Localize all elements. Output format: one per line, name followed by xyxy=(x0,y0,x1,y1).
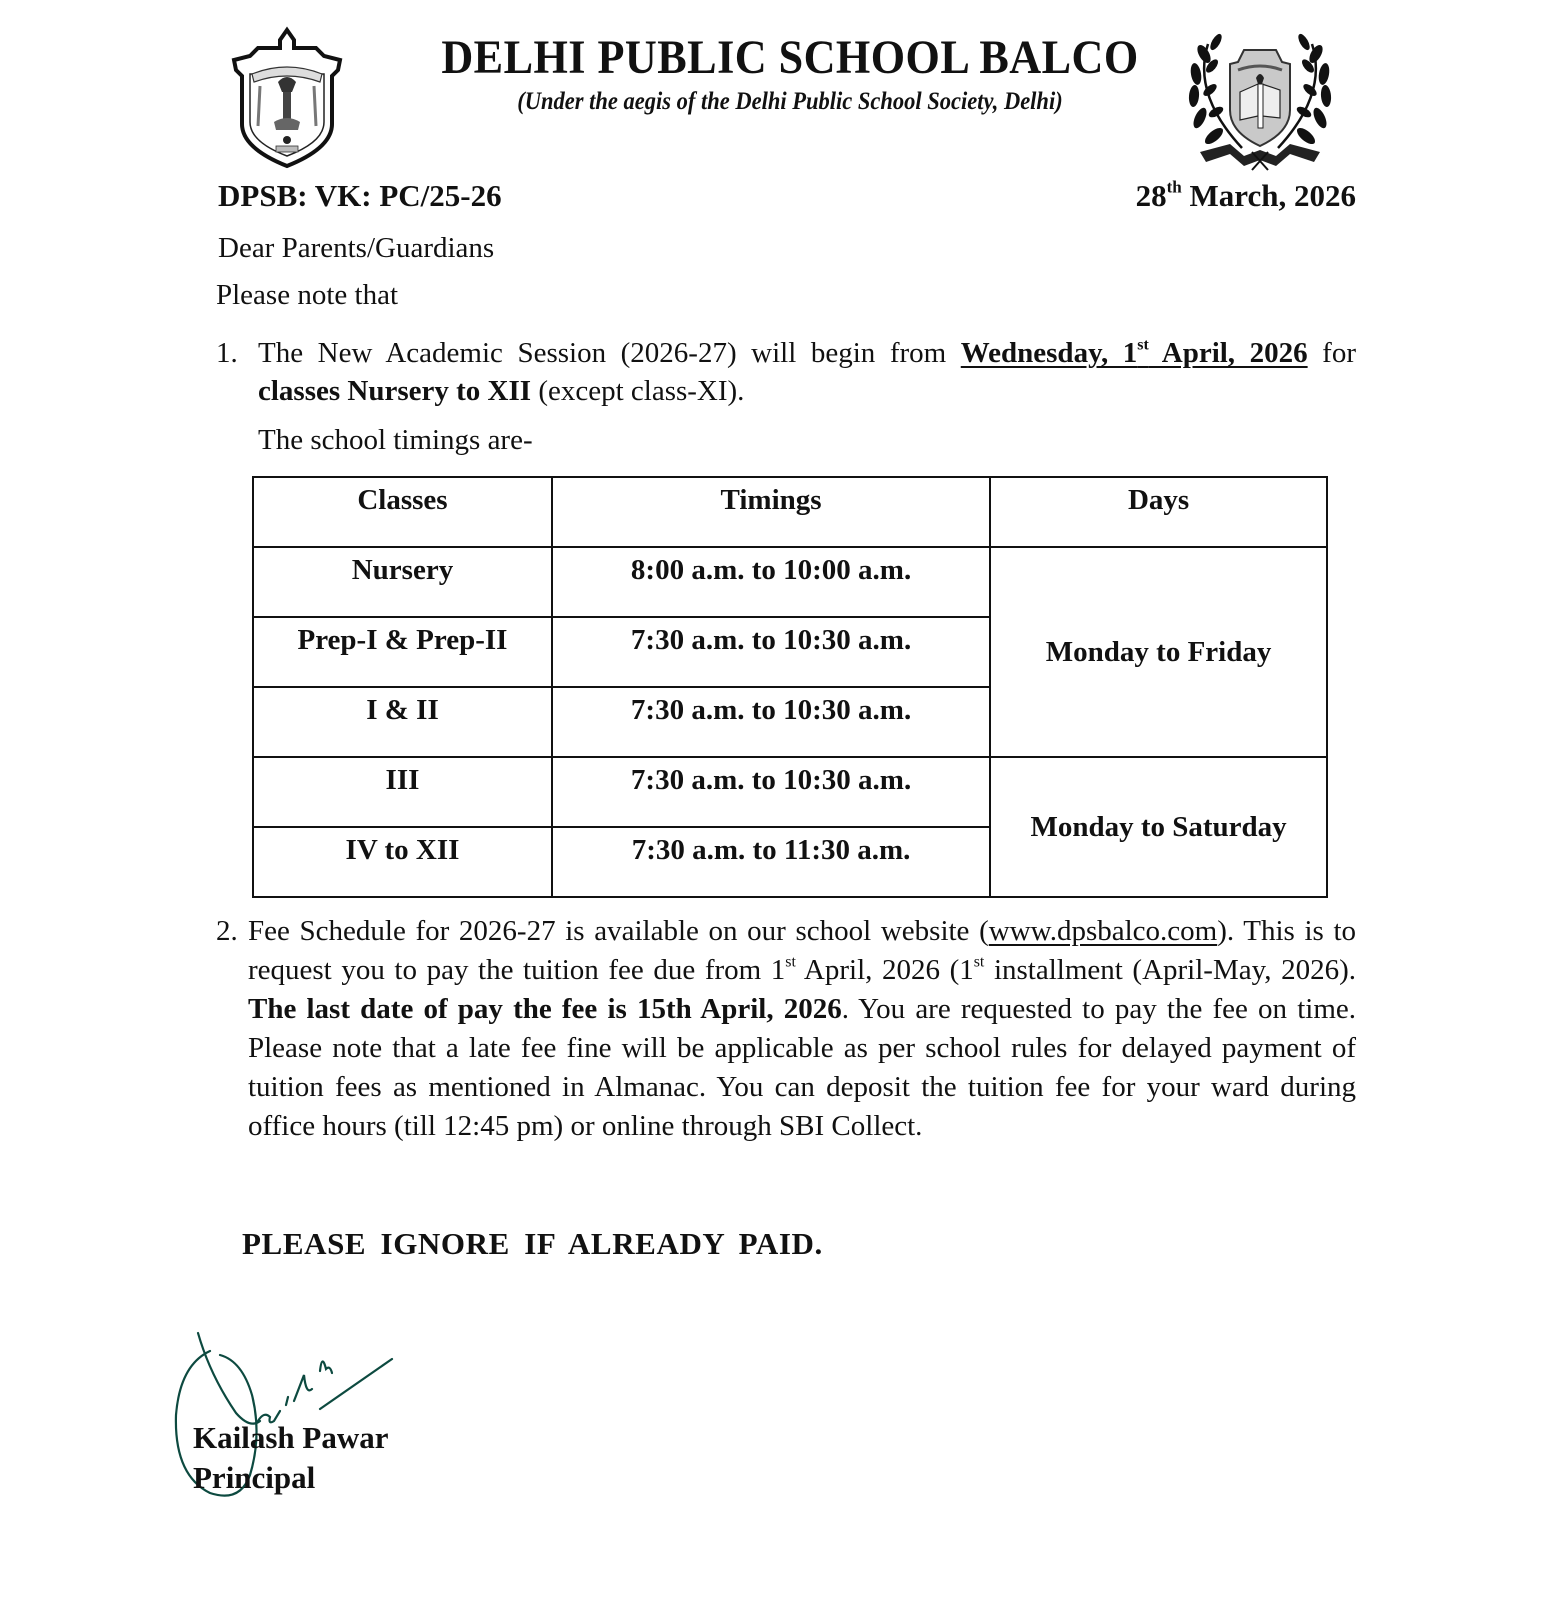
timing-cell: 8:00 a.m. to 10:00 a.m. xyxy=(552,547,990,617)
days-cell: Monday to Saturday xyxy=(990,757,1327,897)
fee-deadline: The last date of pay the fee is 15th April, 2026 xyxy=(248,993,842,1025)
school-name-heading: DELHI PUBLIC SCHOOL BALCO xyxy=(441,31,1139,84)
class-cell: Nursery xyxy=(253,547,552,617)
intro-text: Please note that xyxy=(216,279,399,311)
header-timings: Timings xyxy=(552,477,990,547)
classes-range: classes Nursery to XII xyxy=(258,375,532,407)
class-cell: III xyxy=(253,757,552,827)
laurel-wreath-crest-icon xyxy=(1182,24,1338,174)
ignore-if-paid-note: PLEASE IGNORE IF ALREADY PAID. xyxy=(242,1226,823,1261)
school-timings-table xyxy=(252,476,1328,898)
point-2-text-a: Fee Schedule for 2026-27 is available on our school website ( xyxy=(248,915,989,947)
timing-cell: 7:30 a.m. to 10:30 a.m. xyxy=(552,757,990,827)
session-start-date-a: Wednesday, 1 xyxy=(960,337,1138,369)
school-subtitle: (Under the aegis of the Delhi Public School Society, Delhi) xyxy=(517,88,1063,115)
table-row xyxy=(253,757,1327,827)
class-cell: IV to XII xyxy=(253,827,552,897)
point-1-text-b: for xyxy=(1307,337,1356,369)
notice-point-1 xyxy=(216,334,1356,410)
header-days: Days xyxy=(990,477,1327,547)
date-suffix: th xyxy=(1166,177,1182,197)
timings-intro: The school timings are- xyxy=(258,424,533,456)
notice-point-2 xyxy=(216,912,1356,1146)
point-2-text-b: ). This is to request you to pay the tuition fee due from 1 xyxy=(248,915,1357,986)
letter-date xyxy=(1060,178,1356,214)
class-cell: I & II xyxy=(253,687,552,757)
sup-st: st xyxy=(785,953,796,971)
sup-st: st xyxy=(973,953,985,971)
table-row xyxy=(253,547,1327,617)
timing-cell: 7:30 a.m. to 11:30 a.m. xyxy=(552,827,990,897)
salutation: Dear Parents/Guardians xyxy=(218,232,495,264)
point-1-body xyxy=(258,334,1356,410)
header-classes: Classes xyxy=(253,477,552,547)
point-2-text-d: installment (April-May, 2026). xyxy=(984,954,1356,986)
date-rest: March, 2026 xyxy=(1181,178,1356,213)
session-date-sup: st xyxy=(1137,336,1149,354)
point-2-text-e: . You are requested to pay the fee on time. Please note that a late fee fine will be applicable as per school rules for delayed payment of tuition fees as mentioned in Almanac. You can deposit the tuition fee for your ward during office hours (till 12:45 pm) or online through SBI Collect. xyxy=(248,993,1356,1142)
timing-cell: 7:30 a.m. to 10:30 a.m. xyxy=(552,687,990,757)
table-header-row xyxy=(253,477,1327,547)
point-number: 2. xyxy=(216,915,238,947)
reference-number: DPSB: VK: PC/25-26 xyxy=(218,178,502,213)
session-start-date xyxy=(961,337,1308,369)
date-day: 28 xyxy=(1135,178,1167,213)
class-cell: Prep-I & Prep-II xyxy=(253,617,552,687)
signatory-title: Principal xyxy=(193,1460,316,1495)
point-2-text-c: April, 2026 (1 xyxy=(795,954,974,986)
school-crest-shield-icon xyxy=(228,26,346,170)
signatory-name: Kailash Pawar xyxy=(193,1420,389,1455)
school-website-link[interactable]: www.dpsbalco.com xyxy=(988,915,1218,947)
point-2-body xyxy=(248,912,1356,1146)
point-1-text-c: (except class-XI). xyxy=(531,375,745,407)
timing-cell: 7:30 a.m. to 10:30 a.m. xyxy=(552,617,990,687)
point-1-text-a: The New Academic Session (2026-27) will begin from xyxy=(258,337,961,369)
days-cell: Monday to Friday xyxy=(990,547,1327,757)
session-start-date-b: April, 2026 xyxy=(1148,337,1308,369)
point-number: 1. xyxy=(216,337,238,369)
